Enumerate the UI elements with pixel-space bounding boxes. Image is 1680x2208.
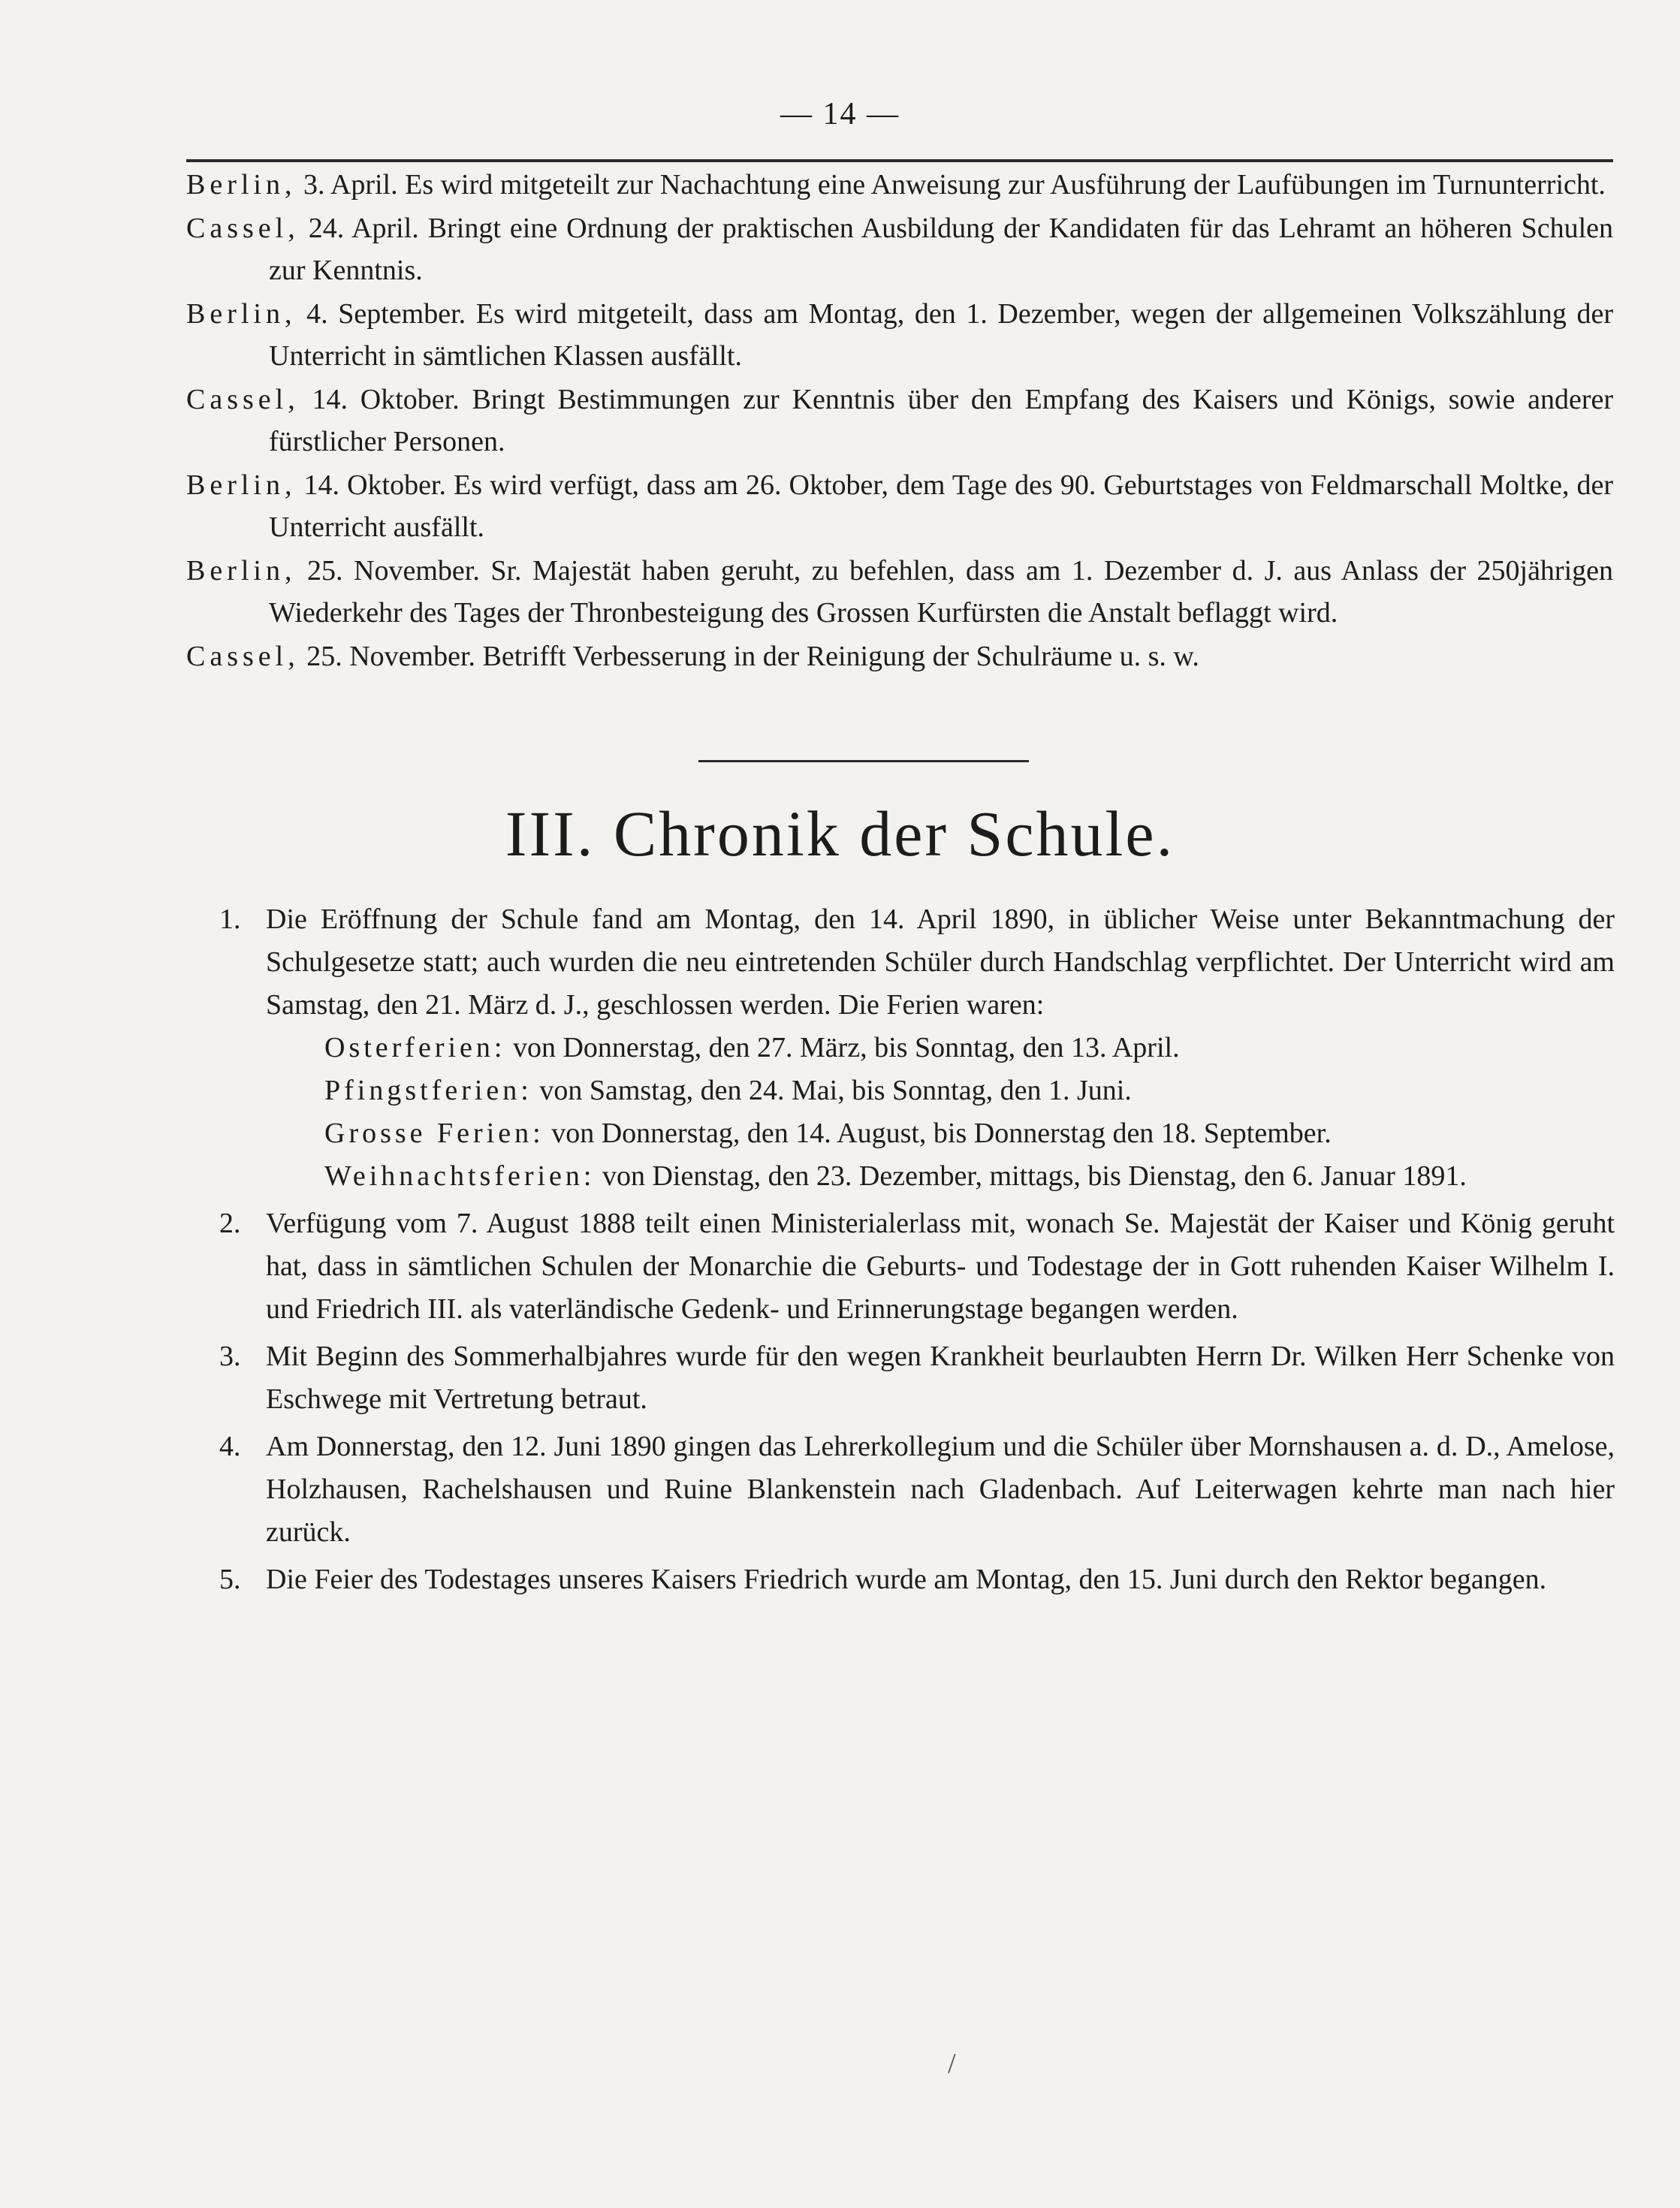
decree-date: 24. April.: [308, 213, 419, 244]
decree-list: [186, 164, 1613, 679]
decree-place: Cassel,: [186, 384, 300, 415]
decree-date: 4. September.: [306, 298, 466, 330]
chronicle-item: [219, 1202, 1615, 1331]
decree-date: 3. April.: [303, 169, 398, 201]
chronicle-text: Die Eröffnung der Schule fand am Montag, den 14. April 1890, in üblicher Weise unter Bekanntmachung der Schulgesetze statt; auch wurden die neu eintretenden Schüler durch Handschlag verpflichtet. Der Unterricht wird am Samstag, den 21. März d. J., geschlossen werden. Die Ferien waren:: [266, 903, 1615, 1021]
decree-place: Berlin,: [186, 469, 297, 501]
chronicle-item: [219, 1335, 1615, 1421]
decree-text: Bringt Bestimmungen zur Kenntnis über den Empfang des Kaisers und Königs, sowie anderer fürstlicher Personen.: [269, 384, 1614, 457]
holiday-entry: [294, 1112, 1615, 1155]
decree-entry: [186, 464, 1613, 548]
holiday-name: Osterferien:: [324, 1032, 506, 1063]
decree-entry: [186, 164, 1613, 206]
chronicle-text: Am Donnerstag, den 12. Juni 1890 gingen das Lehrerkollegium und die Schüler über Mornshausen a. d. D., Amelose, Holzhausen, Rachelshausen und Ruine Blankenstein nach Gladenbach. Auf Leiterwagen kehrte man nach hier zurück.: [266, 1431, 1615, 1548]
chronicle-number: 4.: [219, 1431, 241, 1462]
chronicle-number: 5.: [219, 1564, 241, 1595]
decree-entry: [186, 550, 1613, 634]
holiday-dates: von Samstag, den 24. Mai, bis Sonntag, den 1. Juni.: [539, 1075, 1132, 1106]
chronicle-number: 3.: [219, 1341, 241, 1372]
chronicle-text: Mit Beginn des Sommerhalbjahres wurde für den wegen Krankheit beurlaubten Herrn Dr. Wilken Herr Schenke von Eschwege mit Vertretung betraut.: [266, 1341, 1615, 1415]
holiday-dates: von Dienstag, den 23. Dezember, mittags, bis Dienstag, den 6. Januar 1891.: [602, 1160, 1467, 1192]
holiday-dates: von Donnerstag, den 14. August, bis Donnerstag den 18. September.: [551, 1118, 1332, 1149]
section-title: III. Chronik der Schule.: [505, 798, 1175, 870]
holiday-name: Pfingstferien:: [324, 1075, 532, 1106]
chronicle-text: Verfügung vom 7. August 1888 teilt einen Ministerialerlass mit, wonach Se. Majestät der Kaiser und König geruht hat, dass in sämtlichen Schulen der Monarchie die Geburts- und Todestage der in Gott ruhenden Kaiser Wilhelm I. und Friedrich III. als vaterländische Gedenk- und Erinnerungstage begangen werden.: [266, 1208, 1615, 1325]
decree-text: Betrifft Verbesserung in der Reinigung der Schulräume u. s. w.: [482, 641, 1199, 672]
chronicle-number: 2.: [219, 1208, 241, 1239]
decree-date: 14. Oktober.: [303, 469, 446, 501]
decree-entry: [186, 379, 1613, 463]
decree-text: Es wird verfügt, dass am 26. Oktober, dem Tage des 90. Geburtstages von Feldmarschall Moltke, der Unterricht ausfällt.: [269, 469, 1614, 543]
section-divider: [698, 760, 1029, 762]
decree-entry: [186, 293, 1613, 377]
decree-text: Es wird mitgeteilt, dass am Montag, den 1. Dezember, wegen der allgemeinen Volkszählung der Unterricht in sämtlichen Klassen ausfällt.: [269, 298, 1614, 372]
decree-date: 25. November.: [307, 555, 480, 587]
decree-place: Cassel,: [186, 641, 300, 672]
chronicle-number: 1.: [219, 903, 241, 935]
decree-entry: [186, 635, 1613, 677]
decree-place: Berlin,: [186, 169, 297, 201]
decree-place: Berlin,: [186, 555, 297, 587]
stray-mark: /: [948, 2048, 956, 2080]
decree-place: Cassel,: [186, 213, 300, 244]
chronicle-item: [219, 1558, 1615, 1601]
decree-date: 14. Oktober.: [312, 384, 460, 415]
decree-text: Sr. Majestät haben geruht, zu befehlen, dass am 1. Dezember d. J. aus Anlass der 250jährigen Wiederkehr des Tages der Thronbesteigung des Grossen Kurfürsten die Anstalt beflaggt wird.: [269, 555, 1614, 629]
decree-text: Bringt eine Ordnung der praktischen Ausbildung der Kandidaten für das Lehramt an höheren Schulen zur Kenntnis.: [269, 213, 1614, 286]
holiday-name: Grosse Ferien:: [324, 1118, 544, 1149]
top-rule: [186, 159, 1613, 162]
chronicle-item: [219, 1425, 1615, 1554]
decree-text: Es wird mitgeteilt zur Nachachtung eine Anweisung zur Ausführung der Laufübungen im Turnunterricht.: [405, 169, 1606, 201]
holiday-name: Weihnachtsferien:: [324, 1160, 596, 1192]
holiday-dates: von Donnerstag, den 27. März, bis Sonntag, den 13. April.: [512, 1032, 1180, 1063]
decree-date: 25. November.: [306, 641, 476, 672]
holiday-entry: [294, 1027, 1615, 1069]
holiday-entry: [294, 1155, 1615, 1198]
holiday-entry: [294, 1069, 1615, 1112]
page-number: — 14 —: [780, 97, 900, 131]
chronicle-text: Die Feier des Todestages unseres Kaisers Friedrich wurde am Montag, den 15. Juni durch den Rektor begangen.: [266, 1564, 1547, 1595]
chronicle-list: [219, 898, 1615, 1606]
chronicle-item: [219, 898, 1615, 1198]
decree-place: Berlin,: [186, 298, 297, 330]
decree-entry: [186, 207, 1613, 291]
holiday-list: [266, 1027, 1615, 1198]
